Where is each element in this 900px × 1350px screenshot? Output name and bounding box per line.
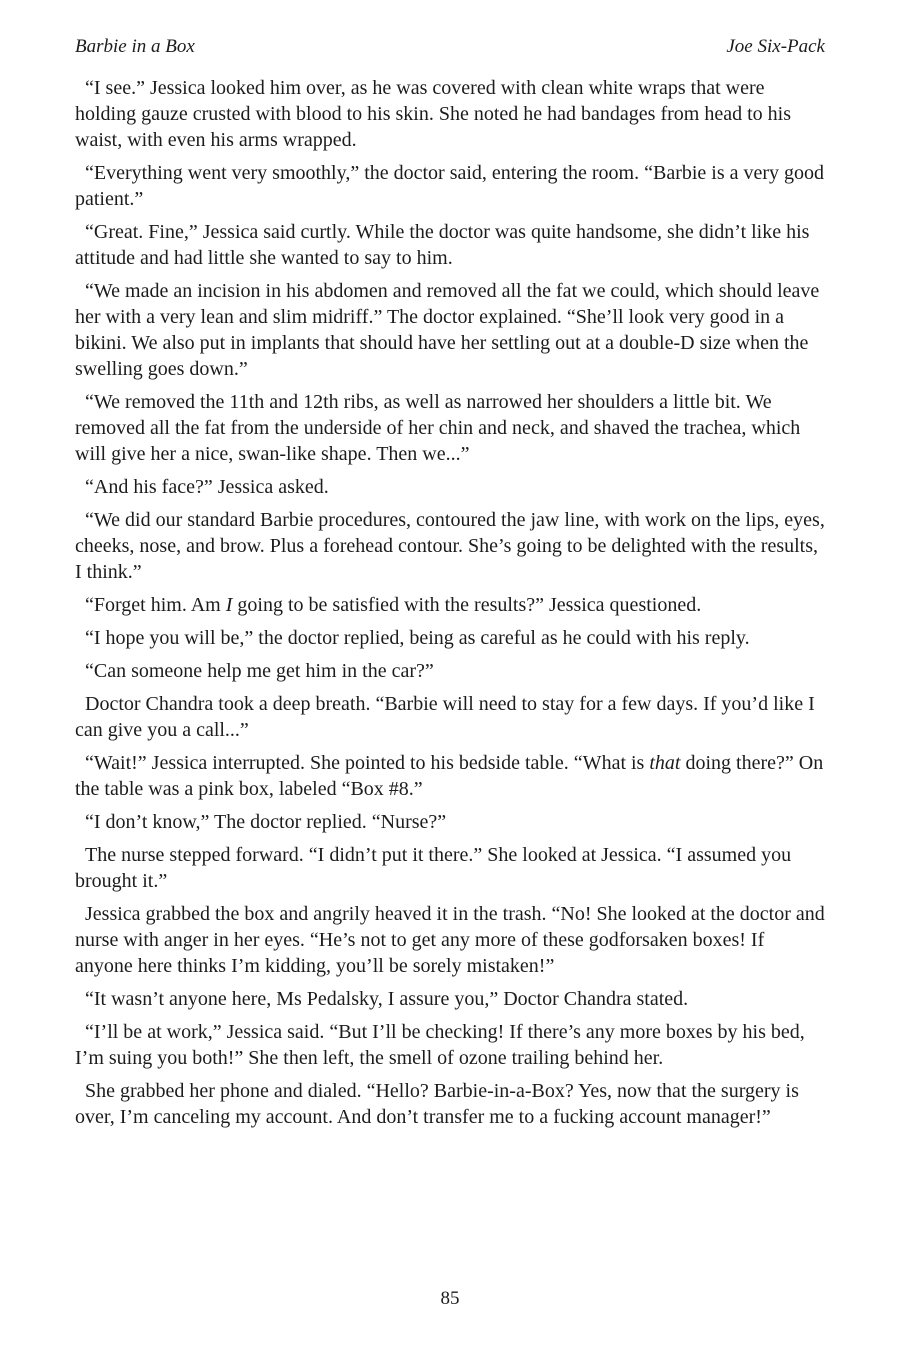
running-header-author: Joe Six-Pack [726, 36, 825, 57]
text-run: “I’ll be at work,” Jessica said. “But I’ll be checking! If there’s any more boxes by his bed, I’m suing you both!” She then left, the smell of ozone trailing behind her. [75, 1021, 805, 1069]
page-footer [0, 1288, 900, 1310]
paragraph [75, 1019, 825, 1071]
text-run: going to be satisfied with the results?” Jessica questioned. [232, 594, 702, 616]
text-run: She grabbed her phone and dialed. “Hello? Barbie-in-a-Box? Yes, now that the surgery is over, I’m canceling my account. And don’t transfer me to a fucking account manager!” [75, 1080, 799, 1128]
paragraph [75, 901, 825, 979]
paragraph [75, 278, 825, 382]
text-run: “We removed the 11th and 12th ribs, as well as narrowed her shoulders a little bit. We removed all the fat from the underside of her chin and neck, and shaved the trachea, which will give her a nice, swan-like shape. Then we...” [75, 391, 801, 465]
paragraph [75, 842, 825, 894]
text-run: doing there?” On the table was a pink box, labeled “Box #8.” [75, 752, 824, 800]
emphasized-text: that [649, 752, 681, 774]
paragraph [75, 389, 825, 467]
page-number: 85 [440, 1288, 460, 1309]
text-run: “Can someone help me get him in the car?” [85, 660, 434, 682]
text-run: “And his face?” Jessica asked. [85, 476, 329, 498]
text-run: “I see.” Jessica looked him over, as he was covered with clean white wraps that were holding gauze crusted with blood to his skin. She noted he had bandages from head to his waist, with even his arms wrapped. [75, 77, 791, 151]
paragraph [75, 219, 825, 271]
paragraph [75, 507, 825, 585]
paragraph [75, 986, 825, 1012]
running-header-title: Barbie in a Box [75, 36, 195, 57]
text-run: “It wasn’t anyone here, Ms Pedalsky, I assure you,” Doctor Chandra stated. [85, 988, 689, 1010]
text-run: Jessica grabbed the box and angrily heaved it in the trash. “No! She looked at the doctor and nurse with anger in her eyes. “He’s not to get any more of these godforsaken boxes! If anyone here thinks I’m kidding, you’ll be sorely mistaken!” [75, 903, 825, 977]
text-run: “I don’t know,” The doctor replied. “Nurse?” [85, 811, 447, 833]
paragraph [75, 474, 825, 500]
text-run: “I hope you will be,” the doctor replied, being as careful as he could with his reply. [85, 627, 750, 649]
text-run: The nurse stepped forward. “I didn’t put it there.” She looked at Jessica. “I assumed you brought it.” [75, 844, 792, 892]
page-header [75, 36, 825, 58]
paragraph [75, 160, 825, 212]
paragraph [75, 1078, 825, 1130]
text-run: “Great. Fine,” Jessica said curtly. While the doctor was quite handsome, she didn’t like his attitude and had little she wanted to say to him. [75, 221, 810, 269]
paragraph [75, 625, 825, 651]
paragraph [75, 750, 825, 802]
text-run: “Forget him. Am [85, 594, 226, 616]
text-run: “We made an incision in his abdomen and removed all the fat we could, which should leave her with a very lean and slim midriff.” The doctor explained. “She’ll look very good in a bikini. We also put in implants that should have her settling out at a double-D size when the swelling goes down.” [75, 280, 820, 380]
text-run: “We did our standard Barbie procedures, contoured the jaw line, with work on the lips, eyes, cheeks, nose, and brow. Plus a forehead contour. She’s going to be delighted with the results, I think.” [75, 509, 825, 583]
paragraph [75, 658, 825, 684]
text-run: Doctor Chandra took a deep breath. “Barbie will need to stay for a few days. If you’d like I can give you a call...” [75, 693, 815, 741]
text-run: “Wait!” Jessica interrupted. She pointed to his bedside table. “What is [85, 752, 650, 774]
page-body [75, 75, 825, 1130]
emphasized-text: I [225, 594, 233, 616]
paragraph [75, 809, 825, 835]
paragraph [75, 691, 825, 743]
text-run: “Everything went very smoothly,” the doctor said, entering the room. “Barbie is a very good patient.” [75, 162, 825, 210]
paragraph [75, 75, 825, 153]
paragraph [75, 592, 825, 618]
